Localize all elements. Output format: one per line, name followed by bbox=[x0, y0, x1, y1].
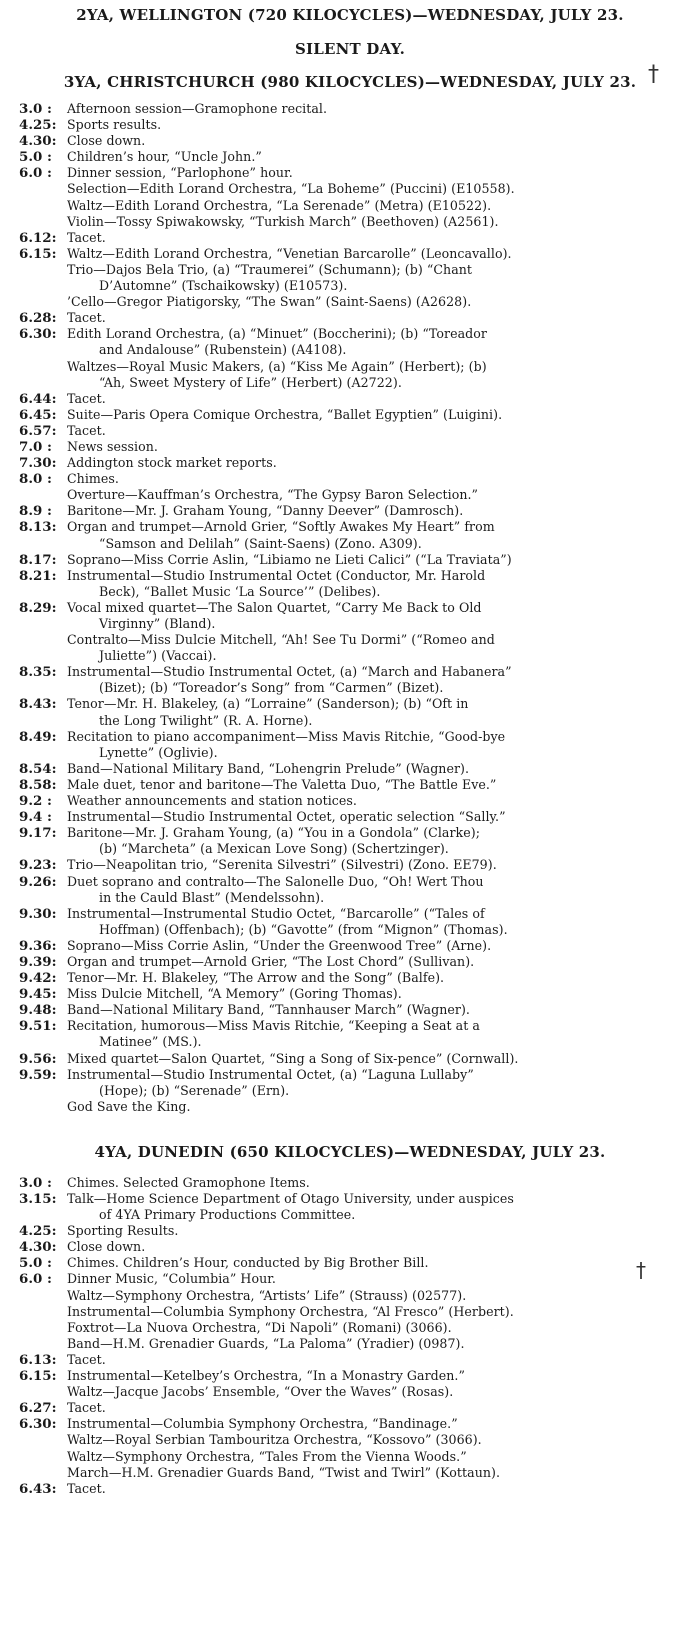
programme-line: Chimes. Selected Gramophone Items. bbox=[67, 1174, 310, 1190]
programme-line: News session. bbox=[67, 438, 158, 454]
programme-line: Addington stock market reports. bbox=[67, 455, 277, 471]
programme-entry bbox=[0, 230, 700, 246]
programme-time: 6.15: bbox=[19, 1368, 57, 1385]
programme-line: Edith Lorand Orchestra, (a) “Minuet” (Boccherini); (b) “Toreador bbox=[67, 326, 487, 342]
programme-line: Instrumental—Columbia Symphony Orchestra, “Bandinage.” bbox=[67, 1416, 458, 1432]
programme-line: Mixed quartet—Salon Quartet, “Sing a Song of Six-pence” (Cornwall). bbox=[67, 1050, 519, 1066]
programme-entry bbox=[0, 793, 700, 809]
programme-line: Tenor—Mr. H. Blakeley, (a) “Lorraine” (Sanderson); (b) “Oft in bbox=[67, 696, 469, 712]
programme-line: Tacet. bbox=[67, 1351, 106, 1367]
programme-line: Instrumental—Studio Instrumental Octet, (a) “Laguna Lullaby” bbox=[67, 1066, 474, 1082]
programme-entry bbox=[0, 503, 700, 519]
programme-entry bbox=[0, 1352, 700, 1368]
programme-entry bbox=[0, 1400, 700, 1416]
programme-time: 6.27: bbox=[19, 1400, 57, 1417]
programme-line: Waltz—Jacque Jacobs’ Ensemble, “Over the Waves” (Rosas). bbox=[67, 1384, 454, 1400]
programme-entry bbox=[0, 825, 700, 857]
programme-time: 8.35: bbox=[19, 664, 57, 681]
programme-time: 8.13: bbox=[19, 519, 57, 536]
programme-line: Miss Dulcie Mitchell, “A Memory” (Goring Thomas). bbox=[67, 986, 402, 1002]
programme-line: Dinner Music, “Columbia” Hour. bbox=[67, 1271, 276, 1287]
programme-time: 6.0 : bbox=[19, 165, 52, 182]
programme-line: Instrumental—Instrumental Studio Octet, “Barcarolle” (“Tales of bbox=[67, 905, 485, 921]
programme-line: Close down. bbox=[67, 133, 146, 149]
programme-line: Tenor—Mr. H. Blakeley, “The Arrow and the Song” (Balfe). bbox=[67, 970, 445, 986]
programme-entry bbox=[0, 407, 700, 423]
programme-time: 6.57: bbox=[19, 422, 57, 439]
programme-line: Tacet. bbox=[67, 1400, 106, 1416]
programme-line: Soprano—Miss Corrie Aslin, “Libiamo ne Lieti Calici” (“La Traviata”) bbox=[67, 551, 512, 567]
programme-line: Weather announcements and station notices. bbox=[67, 793, 357, 809]
programme-time: 3.15: bbox=[19, 1191, 57, 1207]
station-heading-2ya: 2YA, WELLINGTON (720 KILOCYCLES)—WEDNESDAY, JULY 23. bbox=[76, 6, 624, 24]
programme-line: Soprano—Miss Corrie Aslin, “Under the Greenwood Tree” (Arne). bbox=[67, 937, 492, 953]
programme-line: Talk—Home Science Department of Otago University, under auspices bbox=[67, 1191, 514, 1206]
programme-time: 8.0 : bbox=[19, 471, 52, 488]
programme-entry bbox=[0, 777, 700, 793]
programme-time: 6.30: bbox=[19, 326, 57, 343]
programme-entry bbox=[0, 1175, 700, 1191]
programme-line: Waltz—Royal Serbian Tambouritza Orchestra, “Kossovo” (3066). bbox=[67, 1432, 482, 1448]
programme-time: 3.0 : bbox=[19, 1174, 52, 1191]
programme-entry bbox=[0, 455, 700, 471]
programme-time: 7.0 : bbox=[19, 438, 52, 455]
programme-entry bbox=[0, 552, 700, 568]
programme-time: 6.13: bbox=[19, 1351, 57, 1368]
programme-time: 9.48: bbox=[19, 1002, 57, 1019]
programme-time: 9.2 : bbox=[19, 793, 52, 810]
programme-entry bbox=[0, 165, 700, 229]
programme-line: (Hope); (b) “Serenade” (Ern). bbox=[99, 1082, 290, 1098]
programme-entry bbox=[0, 1223, 700, 1239]
programme-entry bbox=[0, 1239, 700, 1255]
programme-time: 4.30: bbox=[19, 1239, 57, 1256]
programme-entry bbox=[0, 761, 700, 777]
programme-entry bbox=[0, 439, 700, 455]
programme-entry bbox=[0, 1368, 700, 1400]
programme-time: 6.28: bbox=[19, 310, 57, 327]
programme-line: Baritone—Mr. J. Graham Young, (a) “You in a Gondola” (Clarke); bbox=[67, 825, 480, 841]
programme-line: Tacet. bbox=[67, 422, 106, 438]
programme-time: 6.0 : bbox=[19, 1271, 52, 1288]
programme-time: 9.30: bbox=[19, 905, 57, 922]
programme-time: 6.45: bbox=[19, 406, 57, 423]
programme-line: Male duet, tenor and baritone—The Valetta Duo, “The Battle Eve.” bbox=[67, 776, 497, 792]
programme-entry bbox=[0, 970, 700, 986]
programme-time: 8.17: bbox=[19, 551, 57, 568]
programme-line: Band—National Military Band, “Tannhauser March” (Wagner). bbox=[67, 1002, 470, 1018]
programme-line: Tacet. bbox=[67, 1480, 106, 1496]
programme-time: 7.30: bbox=[19, 455, 57, 472]
programme-line: Waltz—Edith Lorand Orchestra, “La Serenade” (Metra) (E10522). bbox=[67, 197, 492, 213]
programme-time: 9.26: bbox=[19, 873, 57, 890]
programme-line: Chimes. Children’s Hour, conducted by Big Brother Bill. bbox=[67, 1255, 429, 1271]
programme-line: Tacet. bbox=[67, 229, 106, 245]
programme-line: Foxtrot—La Nuova Orchestra, “Di Napoli” (Romani) (3066). bbox=[67, 1319, 452, 1335]
programme-list-3ya bbox=[0, 101, 700, 1115]
programme-line: Sporting Results. bbox=[67, 1223, 179, 1239]
programme-entry bbox=[0, 954, 700, 970]
programme-time: 9.17: bbox=[19, 825, 57, 842]
programme-line: Beck), “Ballet Music ‘La Source’” (Delibes). bbox=[99, 583, 381, 599]
programme-time: 5.0 : bbox=[19, 149, 52, 166]
programme-entry bbox=[0, 857, 700, 873]
programme-line: Trio—Neapolitan trio, “Serenita Silvestri” (Silvestri) (Zono. EE79). bbox=[67, 857, 497, 873]
programme-time: 4.25: bbox=[19, 1223, 57, 1240]
programme-line: Chimes. bbox=[67, 471, 119, 487]
programme-entry bbox=[0, 1002, 700, 1018]
programme-line: Instrumental—Columbia Symphony Orchestra, “Al Fresco” (Herbert). bbox=[67, 1303, 514, 1319]
programme-entry bbox=[0, 1271, 700, 1351]
programme-entry bbox=[0, 101, 700, 117]
programme-line: Vocal mixed quartet—The Salon Quartet, “Carry Me Back to Old bbox=[67, 599, 482, 615]
programme-entry bbox=[0, 391, 700, 407]
programme-entry bbox=[0, 600, 700, 664]
station-heading-3ya: 3YA, CHRISTCHURCH (980 KILOCYCLES)—WEDNESDAY, JULY 23. bbox=[63, 73, 637, 91]
programme-line: the Long Twilight” (R. A. Horne). bbox=[99, 712, 313, 728]
programme-time: 8.43: bbox=[19, 696, 57, 713]
programme-line: “Samson and Delilah” (Saint-Saens) (Zono. A309). bbox=[99, 535, 422, 551]
programme-line: Tacet. bbox=[67, 390, 106, 406]
programme-line: Violin—Tossy Spiwakowsky, “Turkish March” (Beethoven) (A2561). bbox=[67, 213, 499, 229]
programme-time: 6.44: bbox=[19, 390, 57, 407]
margin-pen-mark: † bbox=[636, 1258, 646, 1282]
programme-line: and Andalouse” (Rubenstein) (A4108). bbox=[99, 342, 347, 358]
programme-entry bbox=[0, 1255, 700, 1271]
programme-line: Selection—Edith Lorand Orchestra, “La Boheme” (Puccini) (E10558). bbox=[67, 181, 515, 197]
programme-line: Waltz—Symphony Orchestra, “Artists’ Life” (Strauss) (02577). bbox=[67, 1287, 467, 1303]
programme-entry bbox=[0, 729, 700, 761]
programme-entry bbox=[0, 246, 700, 310]
programme-entry bbox=[0, 1481, 700, 1497]
programme-line: Organ and trumpet—Arnold Grier, “The Lost Chord” (Sullivan). bbox=[67, 953, 475, 969]
programme-line: (b) “Marcheta” (a Mexican Love Song) (Schertzinger). bbox=[99, 841, 449, 857]
programme-time: 9.56: bbox=[19, 1050, 57, 1067]
programme-time: 8.21: bbox=[19, 567, 57, 584]
programme-line: Juliette”) (Vaccai). bbox=[99, 648, 217, 664]
programme-line: Hoffman) (Offenbach); (b) “Gavotte” (from “Mignon” (Thomas). bbox=[99, 921, 508, 937]
programme-line: Sports results. bbox=[67, 117, 162, 133]
programme-entry bbox=[0, 874, 700, 906]
programme-time: 8.9 : bbox=[19, 503, 52, 520]
programme-entry bbox=[0, 1191, 700, 1223]
programme-entry bbox=[0, 423, 700, 439]
programme-line: (Bizet); (b) “Toreador’s Song” from “Carmen” (Bizet). bbox=[99, 680, 444, 696]
programme-line: Waltz—Symphony Orchestra, “Tales From the Vienna Woods.” bbox=[67, 1448, 467, 1464]
programme-time: 6.15: bbox=[19, 245, 57, 262]
programme-time: 6.12: bbox=[19, 229, 57, 246]
programme-line: Waltz—Edith Lorand Orchestra, “Venetian Barcarolle” (Leoncavallo). bbox=[67, 245, 512, 261]
programme-line: Band—H.M. Grenadier Guards, “La Paloma” (Yradier) (0987). bbox=[67, 1335, 465, 1351]
programme-entry bbox=[0, 326, 700, 390]
programme-time: 6.30: bbox=[19, 1416, 57, 1433]
programme-line: Children’s hour, “Uncle John.” bbox=[67, 149, 262, 165]
programme-time: 9.59: bbox=[19, 1066, 57, 1083]
programme-line: God Save the King. bbox=[67, 1098, 191, 1114]
programme-entry bbox=[0, 664, 700, 696]
programme-entry bbox=[0, 471, 700, 503]
programme-line: in the Cauld Blast” (Mendelssohn). bbox=[99, 889, 325, 905]
programme-line: Baritone—Mr. J. Graham Young, “Danny Deever” (Damrosch). bbox=[67, 503, 464, 519]
programme-line: Recitation to piano accompaniment—Miss Mavis Ritchie, “Good-bye bbox=[67, 728, 506, 744]
programme-line: Band—National Military Band, “Lohengrin Prelude” (Wagner). bbox=[67, 760, 470, 776]
programme-line: Afternoon session—Gramophone recital. bbox=[67, 101, 328, 116]
programme-time: 8.29: bbox=[19, 599, 57, 616]
programme-line: Tacet. bbox=[67, 310, 106, 326]
programme-line: Matinee” (MS.). bbox=[99, 1034, 202, 1050]
programme-line: Instrumental—Ketelbey’s Orchestra, “In a Monastry Garden.” bbox=[67, 1368, 465, 1384]
programme-entry bbox=[0, 117, 700, 133]
programme-entry bbox=[0, 519, 700, 551]
programme-time: 9.4 : bbox=[19, 809, 52, 826]
programme-time: 4.30: bbox=[19, 133, 57, 150]
programme-entry bbox=[0, 986, 700, 1002]
programme-line: Dinner session, “Parlophone” hour. bbox=[67, 165, 293, 181]
programme-line: Overture—Kauffman’s Orchestra, “The Gypsy Baron Selection.” bbox=[67, 487, 479, 503]
programme-line: Trio—Dajos Bela Trio, (a) “Traumerei” (Schumann); (b) “Chant bbox=[67, 261, 473, 277]
programme-line: ’Cello—Gregor Piatigorsky, “The Swan” (Saint-Saens) (A2628). bbox=[67, 294, 472, 310]
programme-time: 9.36: bbox=[19, 937, 57, 954]
programme-time: 3.0 : bbox=[19, 101, 52, 117]
programme-line: Waltzes—Royal Music Makers, (a) “Kiss Me Again” (Herbert); (b) bbox=[67, 358, 487, 374]
programme-entry bbox=[0, 133, 700, 149]
programme-line: March—H.M. Grenadier Guards Band, “Twist and Twirl” (Kottaun). bbox=[67, 1464, 501, 1480]
programme-line: Lynette” (Oglivie). bbox=[99, 744, 218, 760]
programme-time: 6.43: bbox=[19, 1480, 57, 1497]
programme-time: 8.54: bbox=[19, 760, 57, 777]
programme-entry bbox=[0, 1051, 700, 1067]
programme-time: 9.51: bbox=[19, 1018, 57, 1035]
margin-pen-mark: † bbox=[648, 62, 659, 87]
programme-time: 5.0 : bbox=[19, 1255, 52, 1272]
programme-line: Instrumental—Studio Instrumental Octet (Conductor, Mr. Harold bbox=[67, 567, 486, 583]
programme-time: 9.23: bbox=[19, 857, 57, 874]
programme-line: D’Automne” (Tschaikowsky) (E10573). bbox=[99, 278, 348, 294]
programme-line: Virginny” (Bland). bbox=[99, 616, 216, 631]
programme-entry bbox=[0, 1067, 700, 1115]
programme-line: Instrumental—Studio Instrumental Octet, operatic selection “Sally.” bbox=[67, 809, 506, 825]
programme-time: 9.42: bbox=[19, 970, 57, 987]
programme-entry bbox=[0, 149, 700, 165]
programme-entry bbox=[0, 1018, 700, 1050]
programme-line: “Ah, Sweet Mystery of Life” (Herbert) (A2722). bbox=[99, 374, 402, 390]
programme-time: 4.25: bbox=[19, 117, 57, 134]
programme-time: 9.45: bbox=[19, 986, 57, 1003]
programme-time: 8.49: bbox=[19, 728, 57, 745]
programme-line: of 4YA Primary Productions Committee. bbox=[99, 1207, 356, 1223]
programme-entry bbox=[0, 696, 700, 728]
programme-line: Instrumental—Studio Instrumental Octet, (a) “March and Habanera” bbox=[67, 664, 512, 680]
programme-entry bbox=[0, 906, 700, 938]
programme-entry bbox=[0, 809, 700, 825]
programme-line: Organ and trumpet—Arnold Grier, “Softly Awakes My Heart” from bbox=[67, 519, 495, 535]
silent-day-notice: SILENT DAY. bbox=[294, 40, 406, 58]
programme-line: Suite—Paris Opera Comique Orchestra, “Ballet Egyptien” (Luigini). bbox=[67, 406, 503, 422]
programme-list-4ya bbox=[0, 1175, 700, 1497]
programme-line: Recitation, humorous—Miss Mavis Ritchie, “Keeping a Seat at a bbox=[67, 1018, 480, 1034]
programme-entry bbox=[0, 938, 700, 954]
programme-time: 9.39: bbox=[19, 953, 57, 970]
programme-line: Close down. bbox=[67, 1239, 146, 1255]
station-heading-4ya: 4YA, DUNEDIN (650 KILOCYCLES)—WEDNESDAY, JULY 23. bbox=[94, 1142, 606, 1161]
programme-entry bbox=[0, 568, 700, 600]
programme-entry bbox=[0, 310, 700, 326]
programme-line: Duet soprano and contralto—The Salonelle Duo, “Oh! Wert Thou bbox=[67, 873, 484, 889]
programme-time: 8.58: bbox=[19, 776, 57, 793]
programme-line: Contralto—Miss Dulcie Mitchell, “Ah! See Tu Dormi” (“Romeo and bbox=[67, 632, 495, 648]
programme-entry bbox=[0, 1416, 700, 1480]
